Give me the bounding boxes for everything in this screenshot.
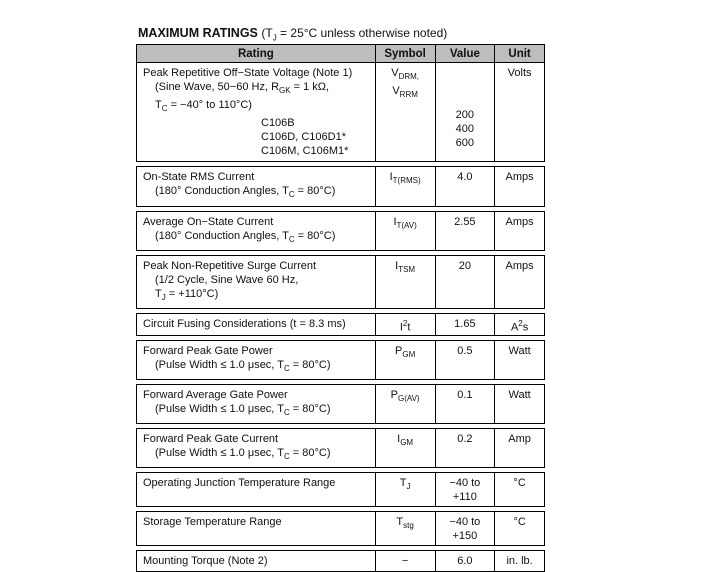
unit-cell: Amps — [495, 255, 545, 308]
table-row — [137, 340, 545, 379]
col-header-value: Value — [435, 45, 495, 63]
value-cell: 1.65 — [435, 313, 495, 335]
col-header-symbol: Symbol — [375, 45, 435, 63]
table-row — [137, 512, 545, 546]
unit-cell: Watt — [495, 340, 545, 379]
col-header-rating: Rating — [137, 45, 376, 63]
table-row — [137, 255, 545, 308]
table-row — [137, 313, 545, 335]
value-cell: 0.2 — [435, 428, 495, 467]
unit-cell: $A^2s$ — [495, 313, 545, 335]
unit-cell: Amps — [495, 167, 545, 206]
value-cell: 2.55 — [435, 211, 495, 250]
symbol-cell: $I_{T(RMS)}$ — [375, 167, 435, 206]
table-row — [137, 211, 545, 250]
symbol-cell: − — [375, 551, 435, 572]
symbol-cell: $I_{TSM}$ — [375, 255, 435, 308]
rating-cell: Average On−State Current (180° Conduction Angles, $T_C = 80^\circ C$) — [137, 211, 376, 250]
rating-cell: Storage Temperature Range — [137, 512, 376, 546]
table-heading — [138, 26, 447, 42]
symbol-cell: $I_{GM}$ — [375, 428, 435, 467]
unit-cell: in. lb. — [495, 551, 545, 572]
symbol-cell: $P_{GM}$ — [375, 340, 435, 379]
symbol-cell: $I_{T(AV)}$ — [375, 211, 435, 250]
maximum-ratings-table — [136, 44, 545, 572]
rating-cell: On-State RMS Current (180° Conduction Angles, $T_C = 80^\circ C$) — [137, 167, 376, 206]
rating-cell: Peak Non-Repetitive Surge Current (1/2 Cycle, Sine Wave 60 Hz, $T_J = +110^\circ C$) — [137, 255, 376, 308]
unit-cell: °C — [495, 512, 545, 546]
table-row — [137, 473, 545, 507]
rating-cell: Operating Junction Temperature Range — [137, 473, 376, 507]
symbol-cell: $T_J$ — [375, 473, 435, 507]
heading-title: MAXIMUM RATINGS — [138, 26, 258, 40]
col-header-unit: Unit — [495, 45, 545, 63]
unit-cell: Amp — [495, 428, 545, 467]
table-row — [137, 167, 545, 206]
unit-cell: °C — [495, 473, 545, 507]
unit-cell: Amps — [495, 211, 545, 250]
unit-cell: Watt — [495, 384, 545, 423]
value-cell: 4.0 — [435, 167, 495, 206]
rating-cell: Forward Peak Gate Current (Pulse Width ≤ 1.0 μsec, $T_C = 80^\circ C$) — [137, 428, 376, 467]
symbol-cell: $I^2t$ — [375, 313, 435, 335]
heading-condition: ($T_J = 25^\circ C$ unless otherwise noted) — [261, 26, 448, 43]
value-cell: 0.1 — [435, 384, 495, 423]
table-row — [137, 428, 545, 467]
value-cell: 6.0 — [435, 551, 495, 572]
symbol-cell: $T_{stg}$ — [375, 512, 435, 546]
rating-cell: Circuit Fusing Considerations (t = 8.3 ms) — [137, 313, 376, 335]
value-cell: −40 to +150 — [435, 512, 495, 546]
rating-cell: Forward Peak Gate Power (Pulse Width ≤ 1.0 μsec, $T_C = 80^\circ C$) — [137, 340, 376, 379]
table-row — [137, 384, 545, 423]
symbol-cell: $V_{DRM,}$ $V_{RRM}$ — [375, 63, 435, 162]
table-row — [137, 551, 545, 572]
unit-cell: Volts — [495, 63, 545, 162]
symbol-cell: $P_{G(AV)}$ — [375, 384, 435, 423]
value-cell: 200 400 600 — [435, 63, 495, 162]
table-row — [137, 63, 545, 162]
value-cell: 20 — [435, 255, 495, 308]
rating-cell: Forward Average Gate Power (Pulse Width ≤ 1.0 μsec, $T_C = 80^\circ C$) — [137, 384, 376, 423]
value-cell: 0.5 — [435, 340, 495, 379]
value-cell: −40 to +110 — [435, 473, 495, 507]
header-row — [137, 45, 545, 63]
rating-cell: Mounting Torque (Note 2) — [137, 551, 376, 572]
rating-cell: Peak Repetitive Off−State Voltage (Note 1) (Sine Wave, 50−60 Hz, $R_{GK} = 1$ kΩ, $T_C = -40^\circ$ to 110°C) C106B C106D, C106D1* C106M, C106M1* — [137, 63, 376, 162]
